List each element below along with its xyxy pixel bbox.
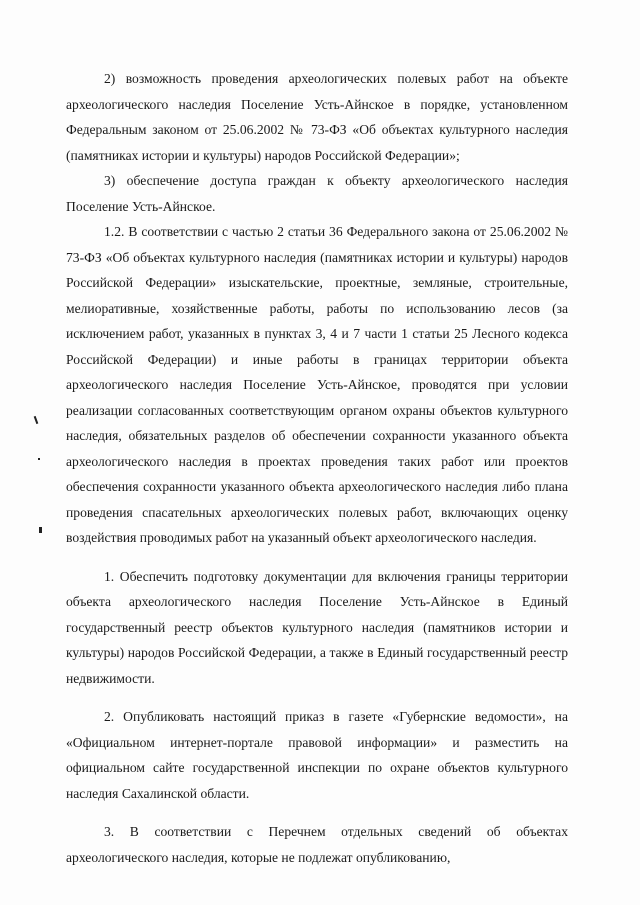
scan-mark [39, 527, 42, 533]
paragraph-point-2: 2. Опубликовать настоящий приказ в газете «Губернские ведомости», на «Официальном интернет-портале правовой информации» и разместить на официальном сайте государственной инспекции по охране объектов культурного наследия Сахалинской области. [66, 709, 568, 801]
scan-mark [38, 458, 40, 460]
paragraph-item-2: 2) возможность проведения археологических полевых работ на объекте археологического наследия Поселение Усть-Айнское в порядке, установленном Федеральным законом от 25.06.2002 № 73-ФЗ «Об объектах культурного наследия (памятниках истории и культуры) народов Российской Федерации»; [66, 71, 568, 163]
spacer [66, 691, 568, 704]
paragraph-clause-1-2: 1.2. В соответствии с частью 2 статьи 36 Федерального закона от 25.06.2002 № 73-ФЗ «Об объектах культурного наследия (памятниках истории и культуры) народов Российской Федерации» изыскательские, проектные, земляные, строительные, мелиоративные, хозяйственные работы, работы по использованию лесов (за исключением работ, указанных в пунктах 3, 4 и 7 части 1 статьи 25 Лесного кодекса Российской Федерации) и иные работы в границах территории объекта археологического наследия Поселение Усть-Айнское, проводятся при условии реализации согласованных соответствующим органом охраны объектов культурного наследия, обязательных разделов об обеспечении сохранности указанного объекта археологического наследия в проектах проведения таких работ или проектов обеспечения сохранности указанного объекта археологического наследия либо плана проведения спасательных археологических полевых работ, включающих оценку воздействия проводимых работ на указанный объект археологического наследия. [66, 224, 568, 545]
paragraph-item-3: 3) обеспечение доступа граждан к объекту археологического наследия Поселение Усть-Айнское. [66, 173, 568, 214]
spacer [66, 551, 568, 564]
spacer [66, 806, 568, 819]
scan-mark [34, 416, 39, 424]
paragraph-point-1: 1. Обеспечить подготовку документации для включения границы территории объекта археологического наследия Поселение Усть-Айнское в Единый государственный реестр объектов культурного наследия (памятников истории и культуры) народов Российской Федерации, а также в Единый государственный реестр недвижимости. [66, 568, 568, 686]
paragraph-point-3: 3. В соответствии с Перечнем отдельных сведений об объектах археологического наследия, которые не подлежат опубликованию, [66, 824, 568, 865]
document-body [66, 66, 568, 870]
